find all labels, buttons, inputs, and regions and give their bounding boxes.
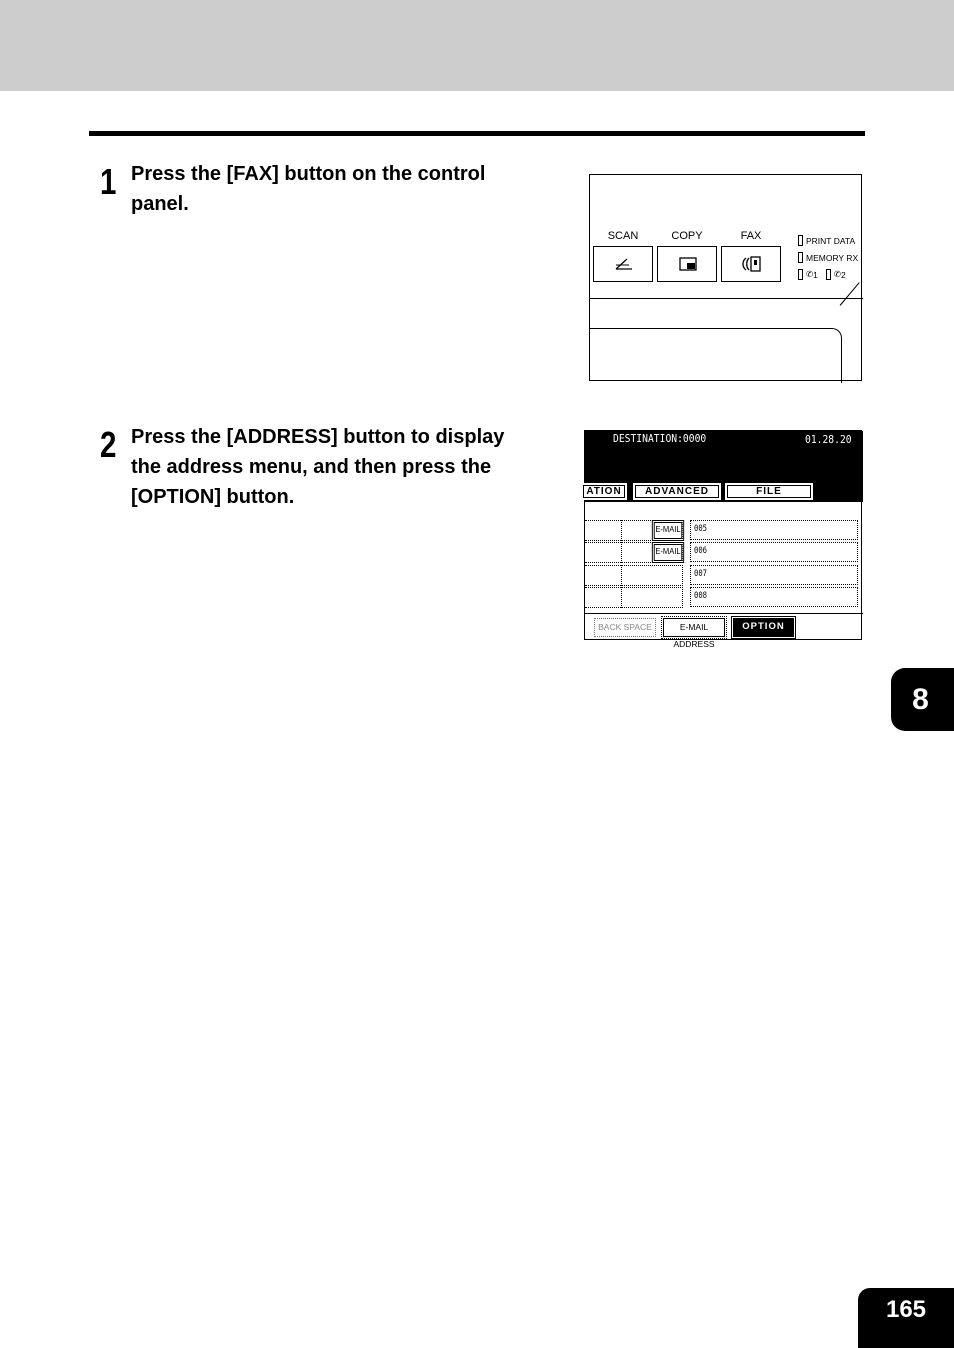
email-type-button[interactable]: E-MAIL (654, 522, 683, 539)
scan-label: SCAN (607, 230, 639, 242)
step-1-instruction (131, 159, 485, 219)
address-number: 008 (694, 591, 708, 601)
address-number: 005 (694, 524, 708, 534)
address-row[interactable] (585, 520, 863, 541)
cell-separator (621, 520, 622, 541)
destination-count: DESTINATION:0000 (613, 432, 707, 445)
address-number-cell (690, 587, 858, 607)
phone-icon: ✆ (833, 269, 841, 279)
panel-screen-outline (590, 328, 842, 383)
print-data-indicator (798, 235, 855, 246)
step-2-line-2: the address menu, and then press the (131, 456, 492, 478)
step-1-number: 1 (100, 161, 117, 202)
memory-rx-label: MEMORY RX (806, 252, 859, 263)
screen-bottom-bar (585, 613, 863, 649)
address-name-cell (585, 587, 683, 608)
header-band (0, 0, 954, 91)
address-name-cell (585, 565, 683, 586)
tab-file[interactable]: FILE (725, 483, 813, 500)
email-address-button[interactable]: E-MAIL ADDRESS (663, 618, 725, 637)
print-data-label: PRINT DATA (806, 235, 856, 246)
address-row[interactable] (585, 587, 863, 608)
cell-separator (621, 587, 622, 608)
memory-rx-led (798, 252, 803, 263)
phone-icon: ✆ (806, 269, 814, 279)
address-row[interactable] (585, 542, 863, 563)
line-2-led (826, 269, 831, 280)
line-1-label: 1 (813, 269, 818, 280)
step-2-line-3: [OPTION] button. (131, 486, 295, 508)
cell-separator (621, 542, 622, 563)
address-number-cell (690, 520, 858, 540)
tab-advanced[interactable]: ADVANCED (633, 483, 721, 500)
step-2-instruction (131, 422, 504, 512)
address-number-cell (690, 542, 858, 562)
email-type-button[interactable]: E-MAIL (654, 544, 683, 561)
step-2-number: 2 (100, 424, 117, 465)
option-button[interactable]: OPTION (733, 618, 794, 637)
address-number: 007 (694, 569, 708, 579)
section-rule (89, 131, 865, 136)
address-number: 006 (694, 546, 708, 556)
address-number-cell (690, 565, 858, 585)
panel-edge-line (840, 282, 860, 306)
chapter-tab: 8 (891, 668, 954, 731)
step-1-line-1: Press the [FAX] button on the control (131, 163, 486, 185)
memory-rx-indicator (798, 252, 858, 263)
copy-label: COPY (671, 230, 703, 242)
step-2-line-1: Press the [ADDRESS] button to display (131, 426, 505, 448)
copy-button[interactable] (657, 246, 717, 282)
line-1-led (798, 269, 803, 280)
touch-screen-illustration (584, 430, 862, 649)
fax-button[interactable] (721, 246, 781, 282)
address-row[interactable] (585, 565, 863, 586)
scan-icon (613, 255, 635, 273)
tab-destination[interactable]: ATION (581, 483, 627, 500)
back-space-button[interactable]: BACK SPACE (594, 618, 656, 637)
line-2-label: 2 (840, 269, 846, 280)
page-number: 165 (858, 1288, 954, 1348)
scan-button[interactable] (593, 246, 653, 282)
fax-icon (741, 255, 763, 273)
cell-separator (621, 565, 622, 586)
screen-date: 01.28.20 (805, 433, 852, 446)
control-panel-illustration (589, 174, 862, 381)
step-1-line-2: panel. (131, 193, 189, 215)
panel-divider (590, 298, 863, 299)
line-indicators (798, 269, 846, 280)
fax-label: FAX (740, 230, 762, 242)
print-data-led (798, 235, 803, 246)
copy-icon (677, 255, 699, 273)
